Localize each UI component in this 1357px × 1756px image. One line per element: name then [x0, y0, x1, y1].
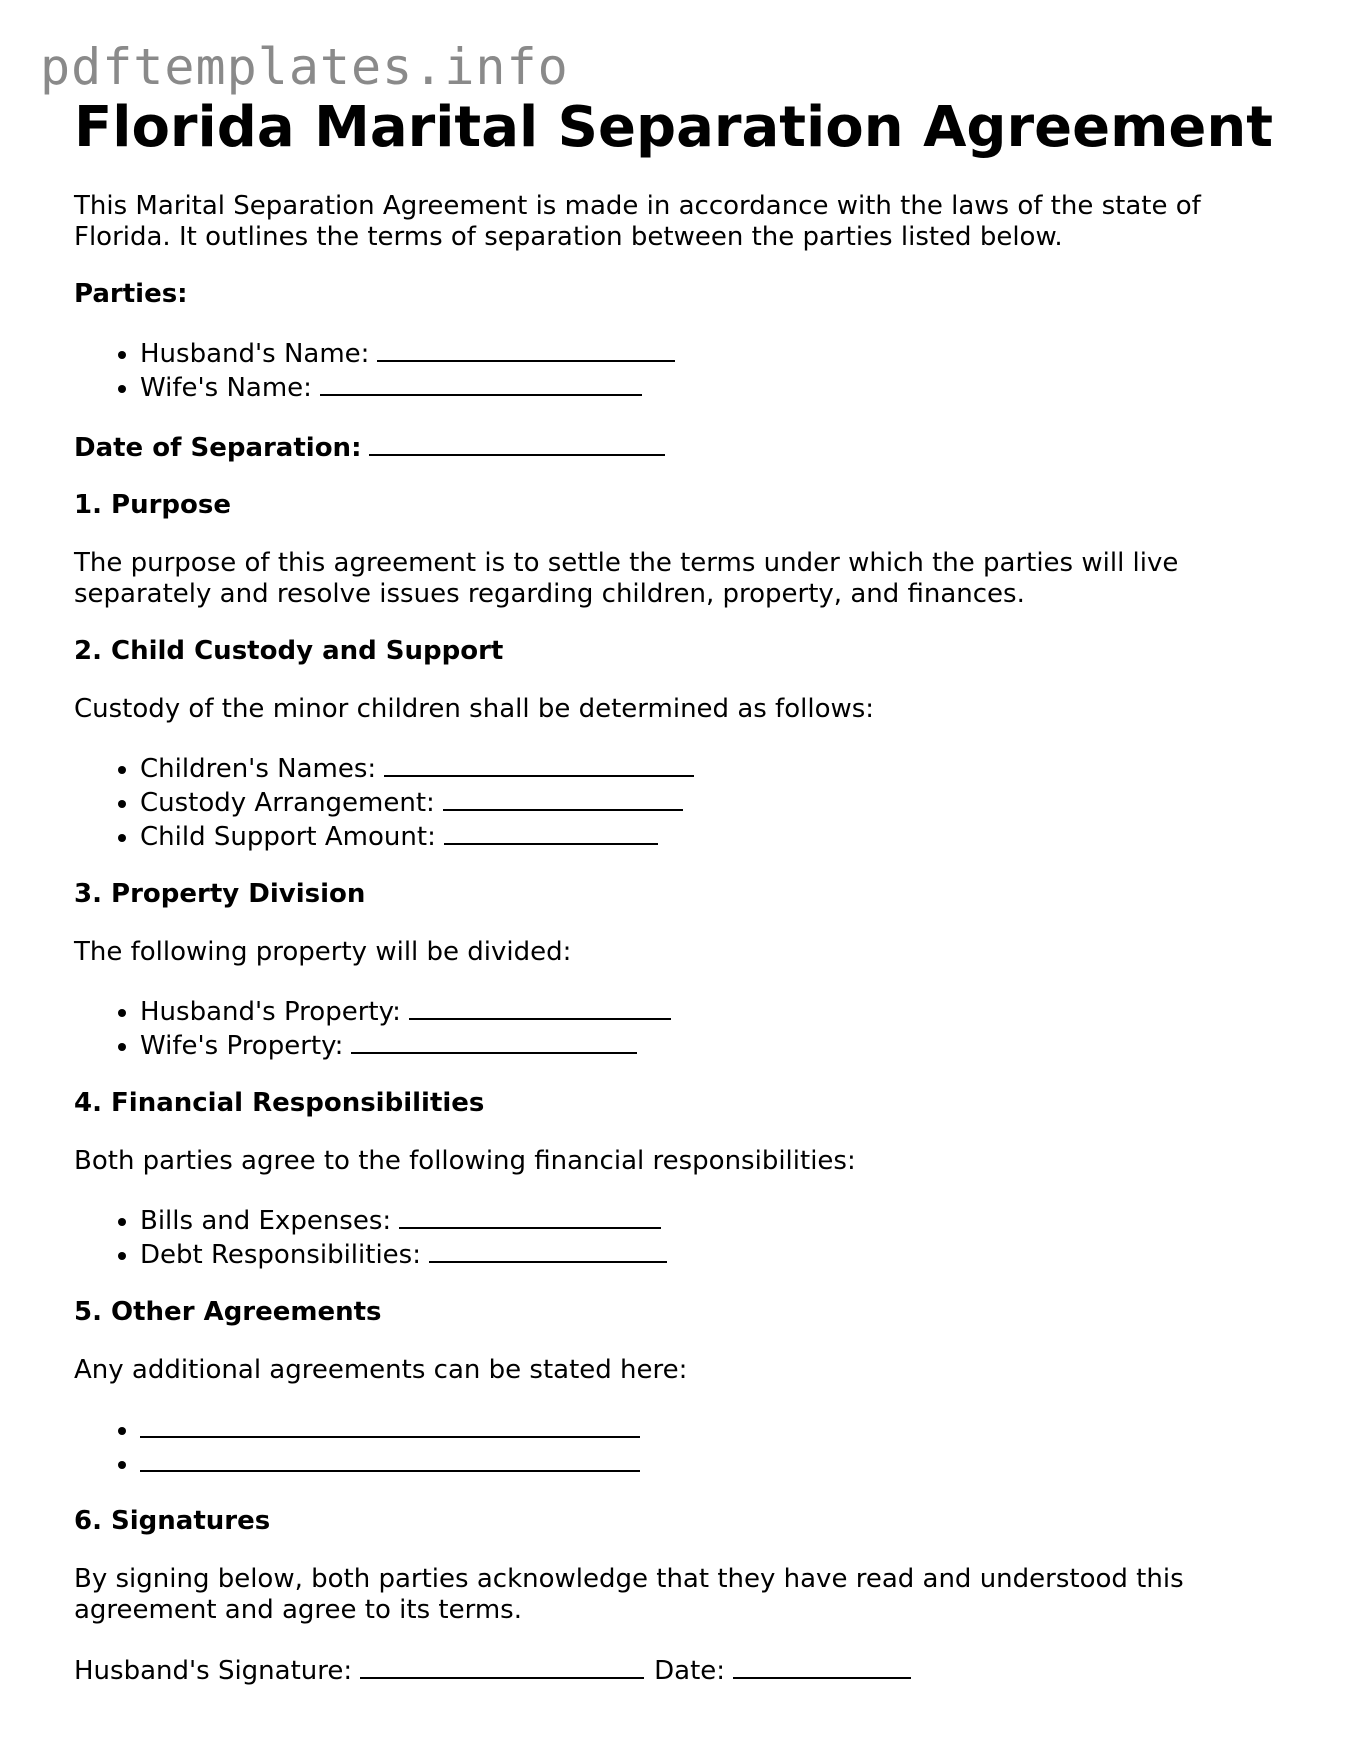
debt-responsibilities-field[interactable]: [429, 1237, 667, 1263]
watermark: pdftemplates.info: [40, 38, 569, 96]
section-heading-other: 5. Other Agreements: [74, 1297, 382, 1327]
purpose-paragraph: The purpose of this agreement is to settle the terms under which the parties will live separately and resolve issues regarding children, property, and finances.: [74, 548, 1179, 609]
child-support-label: Child Support Amount:: [140, 822, 436, 852]
list-item: [140, 751, 1304, 785]
list-item: [140, 1412, 1304, 1446]
list-item: [140, 785, 1304, 819]
signatures-paragraph: By signing below, both parties acknowledge that they have read and understood this agreement and agree to its terms.: [74, 1564, 1184, 1625]
section-heading-financial: 4. Financial Responsibilities: [74, 1088, 485, 1118]
list-item: [140, 1028, 1304, 1062]
section-heading-purpose: 1. Purpose: [74, 490, 231, 520]
debt-responsibilities-label: Debt Responsibilities:: [140, 1240, 421, 1270]
child-support-field[interactable]: [444, 819, 658, 845]
custody-arrangement-field[interactable]: [443, 785, 683, 811]
children-names-field[interactable]: [384, 751, 694, 777]
other-agreements-list: [74, 1412, 1304, 1480]
list-item: [140, 994, 1304, 1028]
wife-property-label: Wife's Property:: [140, 1031, 344, 1061]
other-agreement-field-2[interactable]: [140, 1446, 640, 1472]
parties-label: Parties:: [74, 279, 188, 309]
financial-paragraph: Both parties agree to the following financial responsibilities:: [74, 1146, 856, 1176]
wife-name-field[interactable]: [320, 370, 642, 396]
date-of-separation-row: [74, 430, 1304, 464]
list-item: [140, 1203, 1304, 1237]
intro-paragraph: This Marital Separation Agreement is made in accordance with the laws of the state of Florida. It outlines the terms of separation between the parties listed below.: [74, 191, 1201, 252]
other-paragraph: Any additional agreements can be stated here:: [74, 1355, 688, 1385]
other-agreement-field-1[interactable]: [140, 1412, 640, 1438]
bills-expenses-label: Bills and Expenses:: [140, 1206, 392, 1236]
section-heading-property: 3. Property Division: [74, 879, 366, 909]
bills-expenses-field[interactable]: [399, 1203, 661, 1229]
document-page: [74, 95, 1304, 1687]
section-heading-signatures: 6. Signatures: [74, 1506, 271, 1536]
husband-property-label: Husband's Property:: [140, 997, 401, 1027]
signature-date-field[interactable]: [733, 1653, 911, 1679]
husband-signature-row: [74, 1653, 1304, 1687]
section-heading-custody: 2. Child Custody and Support: [74, 636, 504, 666]
wife-property-field[interactable]: [351, 1028, 637, 1054]
date-of-separation-field[interactable]: [369, 430, 665, 456]
document-title: Florida Marital Separation Agreement: [74, 95, 1274, 160]
custody-list: [74, 751, 1304, 853]
property-paragraph: The following property will be divided:: [74, 937, 572, 967]
husband-name-field[interactable]: [377, 336, 675, 362]
parties-list: [74, 336, 1304, 404]
list-item: [140, 1446, 1304, 1480]
date-of-separation-label: Date of Separation:: [74, 433, 362, 463]
children-names-label: Children's Names:: [140, 754, 377, 784]
list-item: [140, 370, 1304, 404]
husband-property-field[interactable]: [409, 994, 671, 1020]
husband-signature-field[interactable]: [360, 1653, 644, 1679]
financial-list: [74, 1203, 1304, 1271]
custody-arrangement-label: Custody Arrangement:: [140, 788, 435, 818]
husband-name-label: Husband's Name:: [140, 339, 370, 369]
wife-name-label: Wife's Name:: [140, 373, 312, 403]
property-list: [74, 994, 1304, 1062]
list-item: [140, 1237, 1304, 1271]
signature-date-label: Date:: [654, 1656, 726, 1686]
husband-signature-label: Husband's Signature:: [74, 1656, 353, 1686]
list-item: [140, 336, 1304, 370]
custody-paragraph: Custody of the minor children shall be determined as follows:: [74, 694, 875, 724]
list-item: [140, 819, 1304, 853]
